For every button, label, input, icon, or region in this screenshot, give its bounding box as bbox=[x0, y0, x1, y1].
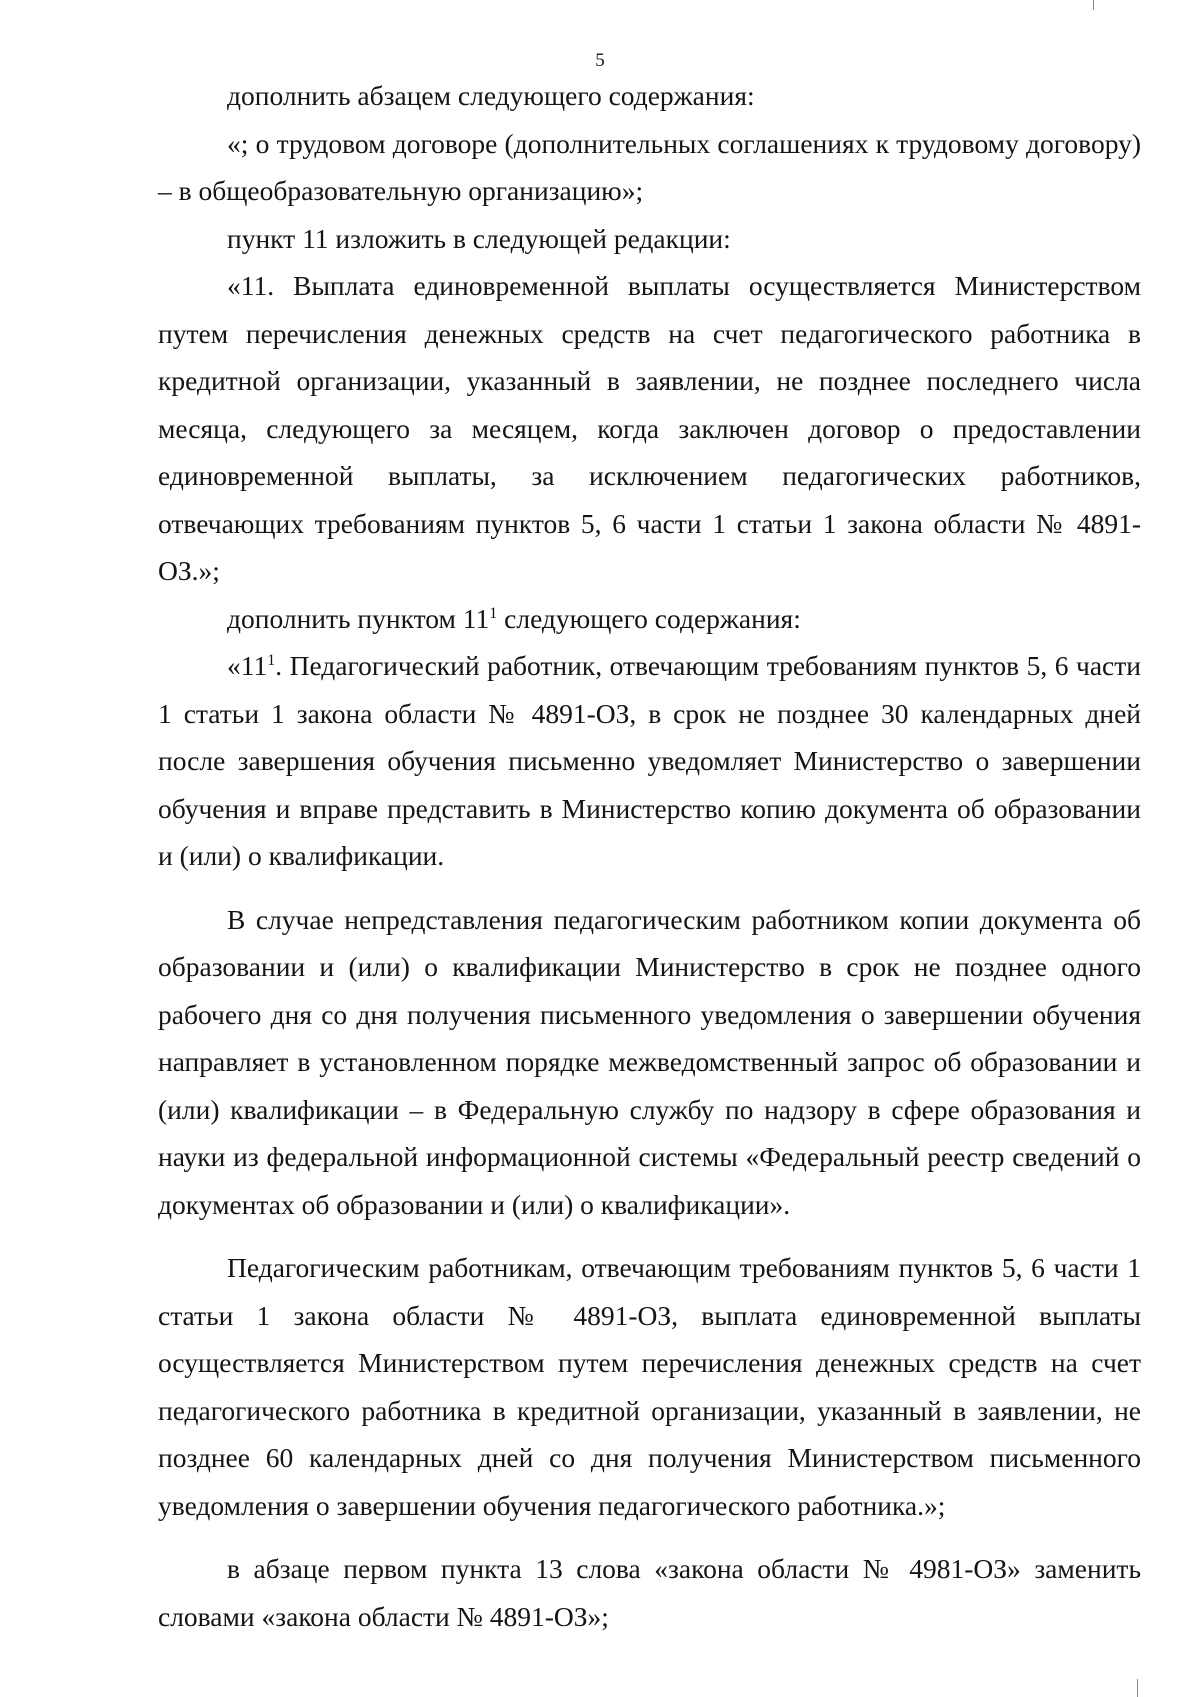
superscript: 1 bbox=[489, 604, 498, 622]
paragraph-text: «11 bbox=[227, 650, 268, 681]
document-body bbox=[158, 72, 1141, 1640]
scan-mark bbox=[1093, 0, 1094, 10]
superscript: 1 bbox=[267, 652, 276, 669]
paragraph-text: дополнить пунктом 11 bbox=[227, 602, 490, 634]
paragraph: В случае непредставления педагогическим работником копии документа об образовании и (или) о квалификации Министерство в срок не позднее одного рабочего дня со дня получения письменного уведомления о завершении обучения направляет в установленном порядке межведомственный запрос об образовании и (или) квалификации – в Федеральную службу по надзору в сфере образования и науки из федеральной информационной системы «Федеральный реестр сведений о документах об образовании и (или) о квалификации». bbox=[158, 903, 1141, 1220]
paragraph: «11. Выплата единовременной выплаты осуществляется Министерством путем перечисления денежных средств на счет педагогического работника в кредитной организации, указанный в заявлении, не позднее последнего числа месяца, следующего за месяцем, когда заключен договор о предоставлении единовременной выплаты, за исключением педагогических работников, отвечающих требованиям пунктов 5, 6 части 1 статьи 1 закона области № 4891-ОЗ.»; bbox=[158, 270, 1141, 586]
paragraph: в абзаце первом пункта 13 слова «закона области № 4981-ОЗ» заменить словами «закона области № 4891-ОЗ»; bbox=[158, 1553, 1141, 1632]
paragraph: «; о трудовом договоре (дополнительных соглашениях к трудовому договору) – в общеобразовательную организацию»; bbox=[158, 127, 1141, 206]
paragraph bbox=[158, 642, 1141, 880]
paragraph bbox=[158, 595, 1141, 643]
paragraph: дополнить абзацем следующего содержания: bbox=[227, 80, 755, 111]
paragraph: пункт 11 изложить в следующей редакции: bbox=[227, 222, 731, 254]
paragraph-text: . Педагогический работник, отвечающим требованиям пунктов 5, 6 части 1 статьи 1 закона области № 4891-ОЗ, в срок не позднее 30 календарных дней после завершения обучения письменно уведомляет Министерство о завершении обучения и вправе представить в Министерство копию документа об образовании и (или) о квалификации. bbox=[158, 650, 1141, 871]
paragraph: Педагогическим работникам, отвечающим требованиям пунктов 5, 6 части 1 статьи 1 закона области № 4891-ОЗ, выплата единовременной выплаты осуществляется Министерством путем перечисления денежных средств на счет педагогического работника в кредитной организации, указанный в заявлении, не позднее 60 календарных дней со дня получения Министерством письменного уведомления о завершении обучения педагогического работника.»; bbox=[158, 1252, 1141, 1521]
page-number: 5 bbox=[595, 50, 605, 71]
scan-mark bbox=[1137, 1679, 1138, 1697]
paragraph-text: следующего содержания: bbox=[497, 602, 801, 634]
